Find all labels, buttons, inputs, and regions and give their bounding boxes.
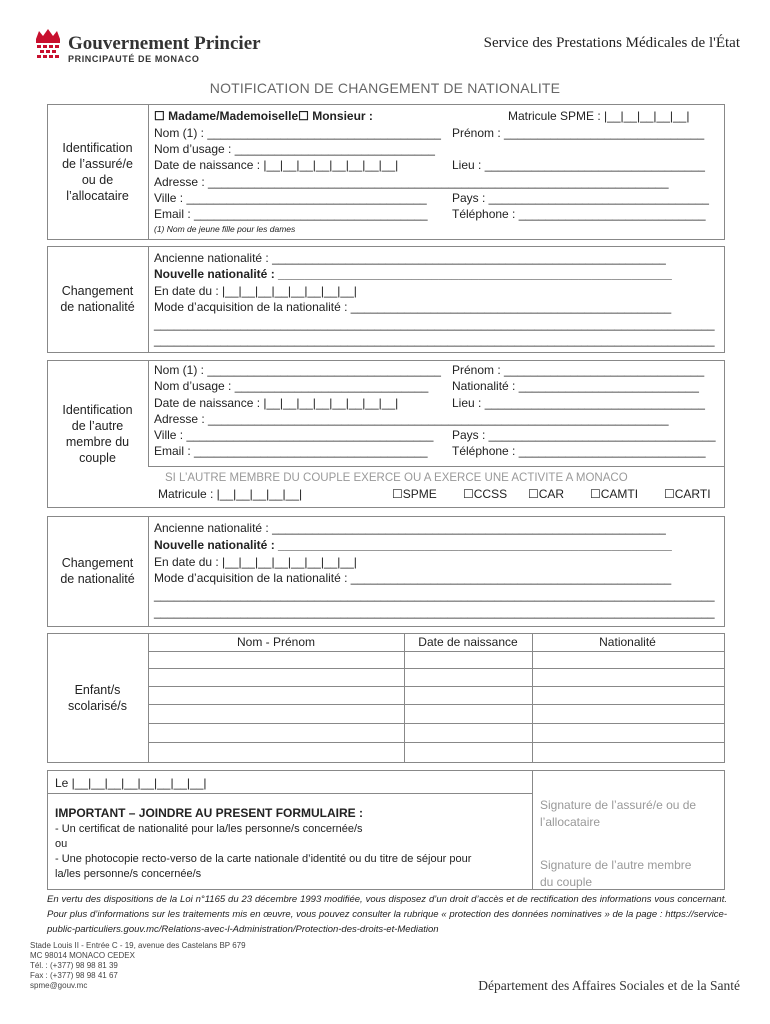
option-carti-checkbox[interactable]: ☐CARTI [664, 487, 711, 501]
required-document-1: - Un certificat de nationalité pour la/les personne/s concernée/s [55, 823, 363, 835]
prenom-field[interactable]: Prénom : ______________________________ [452, 126, 705, 140]
civility-checkboxes[interactable]: ☐ Madame/Mademoiselle☐ Monsieur : [154, 109, 373, 123]
autre-nationalite-field[interactable]: Nationalité : ___________________________ [452, 379, 699, 393]
ancienne-nationalite-field[interactable]: Ancienne nationalité : ___________________________________________________________ [154, 251, 666, 265]
section-changement-autre-label: Changement de nationalité [60, 556, 135, 586]
section-autre-membre-label: Identification de l’autre membre du couple [62, 403, 133, 465]
important-notice: IMPORTANT – JOINDRE AU PRESENT FORMULAIRE : [55, 806, 364, 820]
required-document-2-cont: la/les personne/s concernée/s [55, 868, 202, 880]
required-or: ou [55, 838, 68, 850]
department-name: Département des Affaires Sociales et de la Santé [478, 978, 740, 993]
table-header-nationalite: Nationalité [599, 635, 656, 649]
autre-lieu-field[interactable]: Lieu : _________________________________ [452, 396, 705, 410]
autre-mode-acquisition-line[interactable]: ____________________________________________________________________________________ [154, 588, 715, 602]
option-camti-checkbox[interactable]: ☐CAMTI [590, 487, 639, 501]
nom-usage-field[interactable]: Nom d’usage : ______________________________ [154, 142, 435, 156]
address-block: Stade Louis II - Entrée C - 19, avenue des Castelans BP 679 MC 98014 MONACO CEDEX Tél. : (+377) 98 98 81 39 Fax : (+377) 98 98 41 67 spme@gouv.mc [30, 941, 246, 990]
autre-en-date-field[interactable]: En date du : |__|__|__|__|__|__|__|__| [154, 555, 357, 569]
activite-monaco-title: SI L’AUTRE MEMBRE DU COUPLE EXERCE OU A EXERCE UNE ACTIVITE A MONACO [165, 472, 628, 484]
mode-acquisition-field[interactable]: Mode d’acquisition de la nationalité : ________________________________________________ [154, 300, 672, 314]
table-header-nom-prenom: Nom - Prénom [236, 635, 316, 649]
section-assure-label: Identification de l’assuré/e ou de l’allocataire [62, 141, 133, 203]
nouvelle-nationalite-field[interactable]: Nouvelle nationalité : ___________________________________________________________ [154, 267, 672, 281]
autre-nom-usage-field[interactable]: Nom d’usage : _____________________________ [154, 379, 429, 393]
government-title: Gouvernement Princier [68, 33, 261, 54]
monaco-crown-logo [33, 27, 63, 61]
autre-mode-acquisition-field[interactable]: Mode d’acquisition de la nationalité : ________________________________________________ [154, 571, 672, 585]
signature-autre-membre-area[interactable]: Signature de l’autre membre du couple [540, 858, 692, 889]
telephone-field[interactable]: Téléphone : ____________________________ [452, 207, 706, 221]
autre-telephone-field[interactable]: Téléphone : ____________________________ [452, 444, 706, 458]
option-ccss-checkbox[interactable]: ☐CCSS [463, 487, 508, 501]
autre-email-field[interactable]: Email : ___________________________________ [154, 444, 428, 458]
legal-notice: En vertu des dispositions de la Loi n°1165 du 23 décembre 1993 modifiée, vous disposez d’un droit d’accès et de rectification des informations vous concernant. Pour plus d’informations sur les traitements mis en œuvre, vous pouvez consulter la rubrique « protection des données nominatives » de la page : https://service-public-particuliers.gouv.mc/Relations-avec-l-Administration/Protection-des-droits-et-Mediation [47, 894, 727, 935]
table-header-date-naissance: Date de naissance [418, 635, 518, 649]
autre-matricule-field[interactable]: Matricule : |__|__|__|__|__| [158, 487, 303, 501]
matricule-spme-field[interactable]: Matricule SPME : |__|__|__|__|__| [508, 109, 690, 123]
ville-field[interactable]: Ville : ____________________________________ [154, 191, 427, 205]
service-name: Service des Prestations Médicales de l'État [483, 35, 740, 51]
adresse-field[interactable]: Adresse : _____________________________________________________________________ [154, 175, 669, 189]
date-signature-field[interactable]: Le |__|__|__|__|__|__|__|__| [55, 776, 207, 790]
autre-mode-acquisition-line[interactable]: ____________________________________________________________________________________ [154, 605, 715, 619]
autre-adresse-field[interactable]: Adresse : _____________________________________________________________________ [154, 412, 669, 426]
section-enfants-label: Enfant/s scolarisé/s [67, 683, 128, 713]
date-naissance-field[interactable]: Date de naissance : |__|__|__|__|__|__|__|__| [154, 158, 399, 172]
mode-acquisition-line[interactable]: ____________________________________________________________________________________ [154, 333, 715, 347]
footnote: (1) Nom de jeune fille pour les dames [154, 224, 296, 234]
nom-field[interactable]: Nom (1) : ___________________________________ [154, 126, 441, 140]
government-subtitle: PRINCIPAUTÉ DE MONACO [68, 54, 200, 64]
autre-pays-field[interactable]: Pays : __________________________________ [452, 428, 716, 442]
pays-field[interactable]: Pays : _________________________________ [452, 191, 709, 205]
form-title: NOTIFICATION DE CHANGEMENT DE NATIONALITE [209, 80, 561, 96]
option-car-checkbox[interactable]: ☐CAR [528, 487, 565, 501]
autre-prenom-field[interactable]: Prénom : ______________________________ [452, 363, 705, 377]
email-field[interactable]: Email : ___________________________________ [154, 207, 428, 221]
autre-nom-field[interactable]: Nom (1) : ___________________________________ [154, 363, 441, 377]
lieu-field[interactable]: Lieu : _________________________________ [452, 158, 705, 172]
autre-nouvelle-nationalite-field[interactable]: Nouvelle nationalité : ___________________________________________________________ [154, 538, 672, 552]
autre-ancienne-nationalite-field[interactable]: Ancienne nationalité : ___________________________________________________________ [154, 521, 666, 535]
autre-ville-field[interactable]: Ville : _____________________________________ [154, 428, 434, 442]
mode-acquisition-line[interactable]: ____________________________________________________________________________________ [154, 317, 715, 331]
en-date-field[interactable]: En date du : |__|__|__|__|__|__|__|__| [154, 284, 357, 298]
option-spme-checkbox[interactable]: ☐SPME [392, 487, 437, 501]
autre-date-naissance-field[interactable]: Date de naissance : |__|__|__|__|__|__|__|__| [154, 396, 399, 410]
signature-assure-area[interactable]: Signature de l’assuré/e ou de l’allocataire [540, 798, 697, 829]
section-changement-label: Changement de nationalité [60, 284, 135, 314]
required-document-2: - Une photocopie recto-verso de la carte nationale d’identité ou du titre de séjour pour [55, 853, 472, 865]
